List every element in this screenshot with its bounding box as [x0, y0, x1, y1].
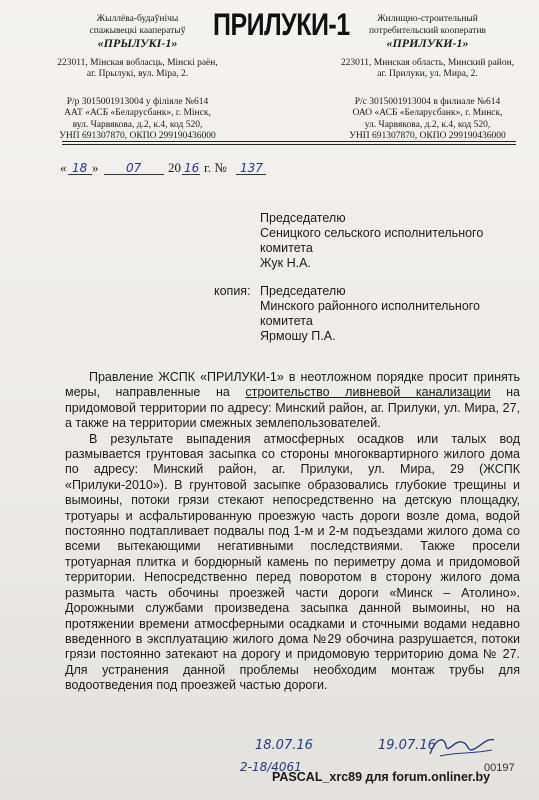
copy-addressee-block	[260, 284, 520, 344]
header-left	[50, 14, 225, 143]
copy-label: копия:	[214, 284, 251, 298]
org-name: «ПРИЛУКИ-1»	[386, 36, 469, 50]
year-prefix: 20	[168, 160, 181, 175]
bank-line3: ул. Чарвякова, д.2, к.4, код 520,	[364, 119, 491, 130]
date-month: 07	[126, 161, 142, 175]
month-underline	[104, 174, 164, 175]
bank-line3: вул. Чарвякова, д.2, к.4, код 520,	[72, 119, 203, 130]
org-name: «ПРЫЛУКІ-1»	[97, 36, 178, 50]
address-line2: аг. Прилуки, ул. Мира, 2.	[377, 69, 478, 79]
addressee-line: комитета	[260, 241, 313, 255]
p1-text-end: на придомовой территории по адресу: Минский район, аг. Прилуки, ул. Мира, 27, а также на территории смежных землепользователей.	[65, 385, 520, 431]
paragraph-2: В результате выпадения атмосферных осадков или талых вод размывается грунтовая засыпка со стороны многоквартирного жилого дома по адресу: Минский район, аг. Прилуки, ул. Мира, 29 (ЖСПК «Прилуки-2010»). В грунтовой засыпке образовались глубокие трещины и вымоины, потоки грязи стекают непосредственно на детскую площадку, тротуары и асфальтированную проезжую часть дороги возле дома, водой постоянно подтапливает подвалы под 1-м и 2-м подъездами жилого дома со всеми вытекающими негативными последствиями. Также просели тротуарная плитка и бордюрный камень по периметру дома и придомовой территории. Непосредственно перед поворотом в сторону жилого дома размыта часть обочины проезжей части дороги «Минск – Атолино». Дорожными службами произведена засыпка данной вымоины, но на протяжении времени атмосферными осадками и сточными водами недавно введенного в эксплуатацию жилого дома №29 обочина разрушается, потоки грязи постоянно затекают на дорогу и придомовую территорию дома № 27. Для устранения данной проблемы необходим монтаж трубы для водоотведения под проезжей частью дороги.	[65, 431, 520, 693]
day-underline	[68, 174, 92, 175]
letter-body	[65, 370, 520, 694]
company-logo: ПРИЛУКИ-1	[213, 7, 350, 43]
handwritten-date-1: 18.07.16	[255, 738, 313, 753]
bank-line4: УНП 691307870, ОКПО 299190436000	[59, 131, 216, 141]
addressee-line: Сеницкого сельского исполнительного	[260, 226, 484, 240]
addressee-block	[260, 211, 520, 271]
doc-number: 137	[240, 161, 263, 175]
addressee-line: Председателю	[260, 211, 346, 225]
bank-line2: ОАО «АСБ «Беларусбанк», г. Минск,	[352, 108, 503, 118]
copy-line: Председателю	[260, 284, 346, 298]
bank-line1: Р/р 3015001913004 у філіяле №614	[66, 96, 209, 107]
p1-text-start: Правление ЖСПК «ПРИЛУКИ-1» в неотложном порядке просит принять меры, направленные на	[65, 370, 520, 400]
copy-line: комитета	[260, 314, 313, 328]
address-line1: 223011, Мінская вобласць, Мінскі раён,	[57, 57, 218, 68]
org-type-line2: потребительский кооператив	[368, 25, 487, 36]
number-label: г. №	[204, 160, 227, 175]
watermark: PASCAL_xrc89 для forum.onliner.by	[272, 770, 491, 784]
addressee-line: Жук Н.А.	[260, 256, 311, 270]
header-right	[340, 14, 515, 143]
handwritten-date-2: 19.07.16	[378, 738, 436, 753]
handwritten-reg-number: 2-18/4061	[240, 760, 302, 774]
org-type-line2: спажывецкі кааператыў	[89, 25, 186, 36]
address-line1: 223011, Минская область, Минский район,	[340, 57, 515, 68]
copy-line: Минского районного исполнительного	[260, 299, 481, 313]
bank-line2: ААТ «АСБ «Беларусбанк», г. Мінск,	[64, 108, 211, 118]
date-number-line	[60, 158, 360, 178]
stamp-number: 00197	[484, 762, 515, 774]
header-divider-thick	[62, 144, 516, 145]
bank-line1: Р/с 3015001913004 в филиале №614	[354, 96, 501, 107]
signature-icon	[426, 732, 498, 760]
number-underline	[236, 174, 266, 175]
bank-line4: УНП 691307870, ОКПО 299190436000	[349, 131, 506, 141]
open-quote: «	[60, 160, 67, 175]
paragraph-1	[65, 370, 520, 432]
close-quote: »	[92, 160, 99, 175]
year-underline	[182, 174, 200, 175]
org-type-line1: Жилищно-строительный	[377, 14, 478, 24]
date-day: 18	[72, 161, 88, 175]
copy-line: Ярмошу П.А.	[260, 329, 336, 343]
year-suffix: 16	[184, 161, 200, 175]
p1-underlined-phrase: строительство ливневой канализации	[245, 385, 491, 400]
org-type-line1: Жыллёва-будаўнічы	[96, 14, 179, 24]
address-line2: аг. Прылукі, вул. Міра, 2.	[86, 69, 189, 79]
header-divider	[62, 141, 516, 142]
